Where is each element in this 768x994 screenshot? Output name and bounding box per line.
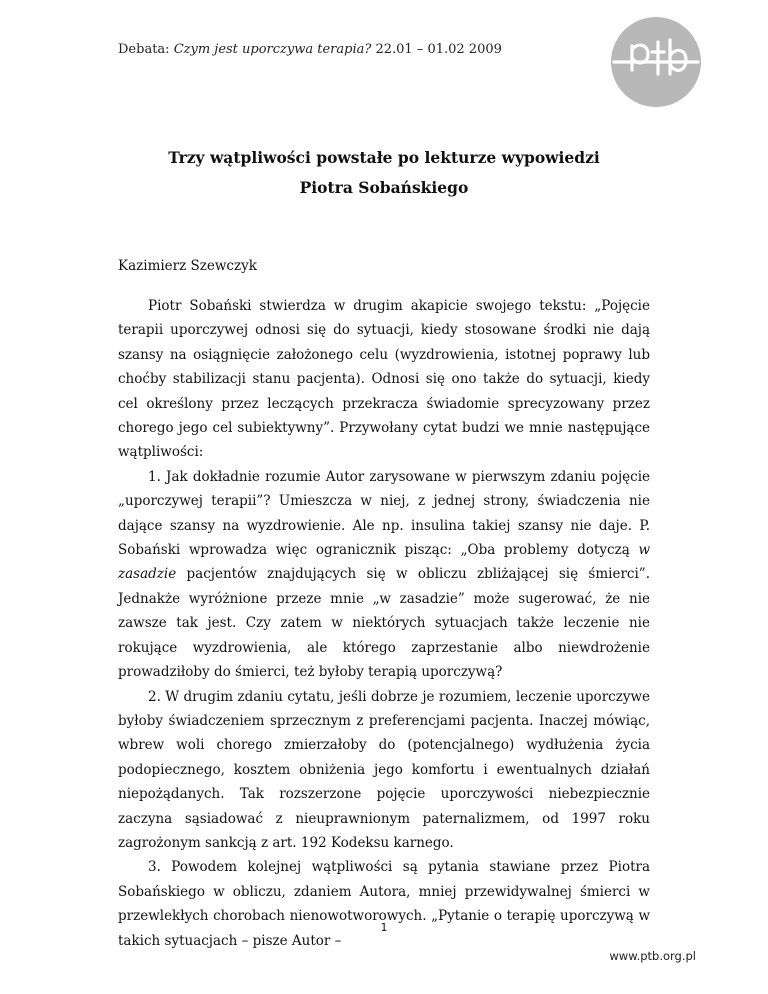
paragraph-2-emphasis: w zasadzie <box>118 542 650 583</box>
document-body <box>118 294 650 953</box>
header-debate-title: Czym jest uporczywa terapia? <box>173 42 372 57</box>
paragraph-3: 2. W drugim zdaniu cytatu, jeśli dobrze je rozumiem, leczenie uporczywe byłoby świadczeniem sprzecznym z preferencjami pacjenta. Inaczej mówiąc, wbrew woli chorego zmierzałoby do (potencjalnego) wydłużenia życia podopiecznego, kosztem obniżenia jego komfortu i ewentualnych działań niepożądanych. Tak rozszerzone pojęcie uporczywości niebezpiecznie zaczyna sąsiadować z nieuprawnionym paternalizmem, od 1997 roku zagrożonym sankcją z art. 192 Kodeksu karnego. <box>118 688 650 851</box>
paragraph-2-part-a: 1. Jak dokładnie rozumie Autor zarysowane w pierwszym zdaniu pojęcie „uporczywej terapii”? Umieszcza w niej, z jednej strony, świadczenia nie dające szansy na wyzdrowienie. Ale np. insulina takiej szansy nie daje. P. Sobański wprowadza więc ogranicznik pisząc: „Oba problemy dotyczą <box>118 468 650 559</box>
paragraph-2 <box>118 465 650 685</box>
author-name: Kazimierz Szewczyk <box>118 258 257 274</box>
paragraph-1: Piotr Sobański stwierdza w drugim akapicie swojego tekstu: „Pojęcie terapii uporczywej odnosi się do sytuacji, kiedy stosowane środki nie dają szansy na osiągnięcie założonego celu (wyzdrowienia, istotnej poprawy lub choćby stabilizacji stanu pacjenta). Odnosi się ono także do sytuacji, kiedy cel określony przez leczących przekracza świadomie sprecyzowany przez chorego jego cel subiektywny”. Przywołany cytat budzi we mnie następujące wątpliwości: <box>118 298 650 461</box>
paragraph-2-part-b: pacjentów znajdujących się w obliczu zbliżającej się śmierci”. Jednakże wyróżnione przeze mnie „w zasadzie” może sugerować, że nie zawsze tak jest. Czy zatem w niektórych sytuacjach także leczenie nie rokujące wyzdrowienia, ale którego zaprzestanie albo niewdrożenie prowadziłoby do śmierci, też byłoby terapią uporczywą? <box>118 566 650 681</box>
page-number: 1 <box>380 921 388 934</box>
header-prefix: Debata: <box>118 42 174 57</box>
header-dates: 22.01 – 01.02 2009 <box>371 42 502 57</box>
paragraph-4: 3. Powodem kolejnej wątpliwości są pytania stawiane przez Piotra Sobańskiego w obliczu, zdaniem Autora, mniej przewidywalnej śmierci w przewlekłych chorobach nienowotworowych. „Pytanie o terapię uporczywą w takich sytuacjach – pisze Autor – <box>118 859 650 949</box>
logo-text: ptb <box>649 93 663 102</box>
title-line-2: Piotra Sobańskiego <box>299 178 469 197</box>
document-header <box>118 42 502 57</box>
document-title <box>118 143 650 203</box>
footer-url[interactable]: www.ptb.org.pl <box>609 949 696 963</box>
title-line-1: Trzy wątpliwości powstałe po lekturze wypowiedzi <box>168 148 600 167</box>
ptb-logo <box>610 16 702 108</box>
